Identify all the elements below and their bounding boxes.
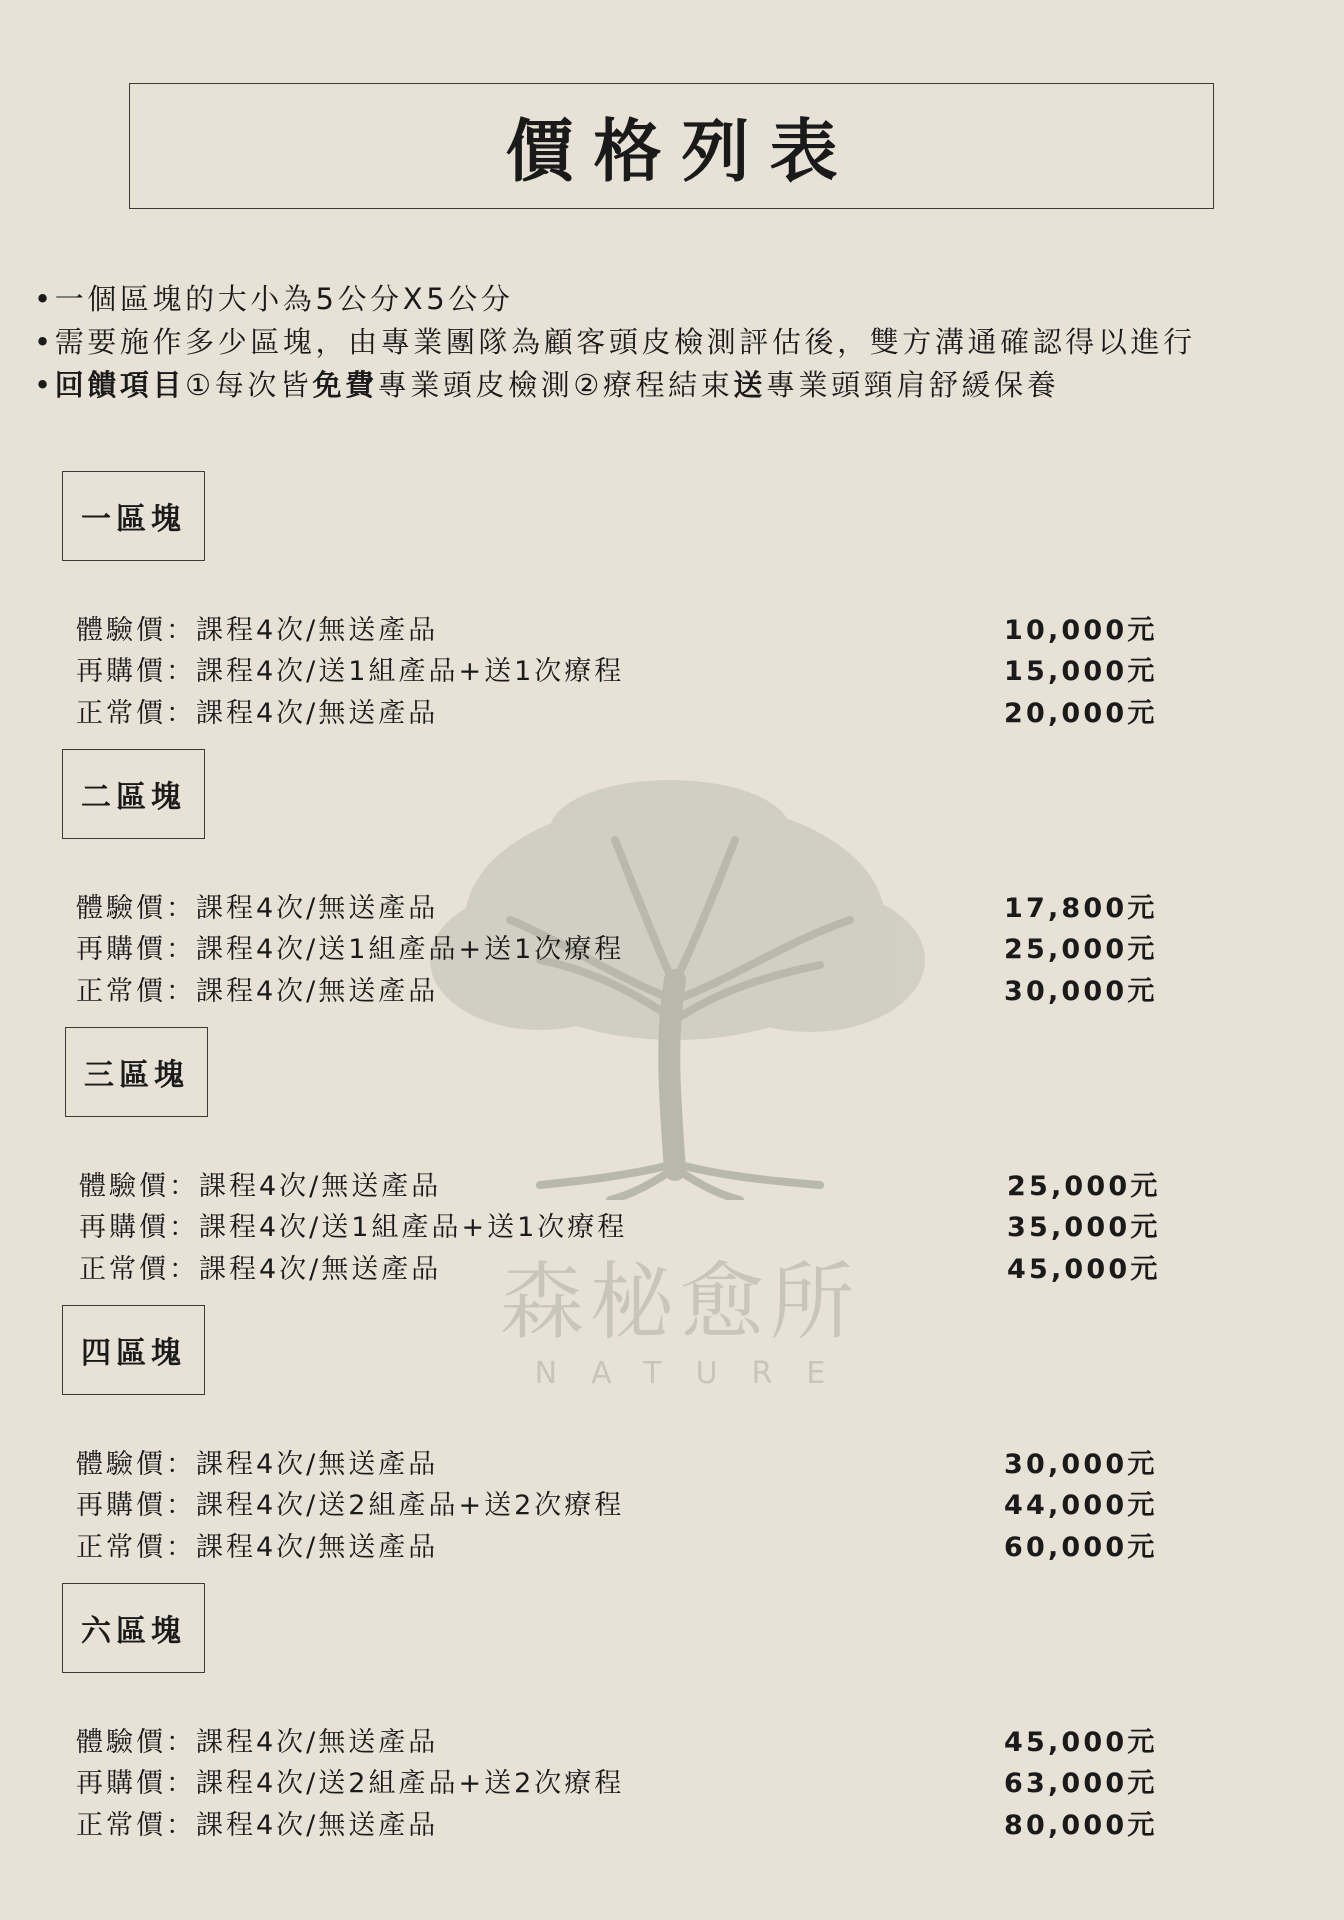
section-label: 一區塊 [62,471,205,561]
note-text: •需要施作多少區塊，由專業團隊為顧客頭皮檢測評估後，雙方溝通確認得以進行 [34,325,1196,359]
row-price: 80,000元 [1004,1810,1158,1841]
note-text: 專業頭頸肩舒緩保養 [765,368,1060,402]
note-bold: 回饋項目 [54,368,186,402]
row-price: 25,000元 [1004,934,1158,965]
row-desc: 再購價：課程4次/送1組產品+送1次療程 [79,1212,628,1243]
section-2 [62,749,1162,1019]
row-price: 30,000元 [1004,976,1158,1007]
price-row [79,1205,1169,1245]
row-price: 60,000元 [1004,1532,1158,1563]
section-4 [62,1305,1162,1575]
row-desc: 體驗價：課程4次/無送產品 [76,615,439,646]
price-row [76,969,1166,1009]
section-5 [62,1583,1162,1853]
row-desc: 再購價：課程4次/送1組產品+送1次療程 [76,656,625,687]
watermark-brand: 森柲愈所 [499,1253,860,1351]
row-desc: 體驗價：課程4次/無送產品 [76,893,439,924]
note-bold: 免費 [312,368,378,402]
row-desc: 再購價：課程4次/送2組產品+送2次療程 [76,1768,625,1799]
section-3 [65,1027,1165,1297]
section-label: 二區塊 [62,749,205,839]
row-price: 15,000元 [1004,656,1158,687]
row-desc: 正常價：課程4次/無送產品 [76,1532,439,1563]
row-desc: 再購價：課程4次/送1組產品+送1次療程 [76,934,625,965]
price-row [76,1525,1166,1565]
price-row [76,608,1166,648]
price-row [76,649,1166,689]
row-desc: 體驗價：課程4次/無送產品 [76,1449,439,1480]
row-price: 10,000元 [1004,615,1158,646]
section-label: 三區塊 [65,1027,208,1117]
price-row [76,886,1166,926]
row-desc: 正常價：課程4次/無送產品 [76,698,439,729]
notes-list [34,278,1196,407]
note-item [34,278,1196,321]
row-price: 44,000元 [1004,1490,1158,1521]
row-desc: 正常價：課程4次/無送產品 [79,1254,442,1285]
watermark-sub: NATURE [534,1356,860,1391]
price-row [76,1803,1166,1843]
row-price: 45,000元 [1004,1727,1158,1758]
row-price: 63,000元 [1004,1768,1158,1799]
note-text: ①每次皆 [185,368,313,402]
row-desc: 再購價：課程4次/送2組產品+送2次療程 [76,1490,625,1521]
row-price: 25,000元 [1007,1171,1161,1202]
title-box [129,83,1214,209]
row-desc: 體驗價：課程4次/無送產品 [79,1171,442,1202]
row-price: 30,000元 [1004,1449,1158,1480]
note-bullet: • [34,368,55,402]
row-price: 20,000元 [1004,698,1158,729]
section-1 [62,471,1162,741]
row-price: 45,000元 [1007,1254,1161,1285]
price-row [76,1442,1166,1482]
note-text: 專業頭皮檢測②療程結束 [377,368,734,402]
price-row [79,1164,1169,1204]
row-price: 17,800元 [1004,893,1158,924]
price-row [76,1720,1166,1760]
note-item [34,321,1196,364]
price-row [79,1247,1169,1287]
page-title: 價格列表 [505,112,858,192]
price-row [76,927,1166,967]
section-label: 六區塊 [62,1583,205,1673]
row-desc: 正常價：課程4次/無送產品 [76,976,439,1007]
row-price: 35,000元 [1007,1212,1161,1243]
row-desc: 體驗價：課程4次/無送產品 [76,1727,439,1758]
price-row [76,691,1166,731]
note-text: •一個區塊的大小為5公分X5公分 [34,282,514,316]
row-desc: 正常價：課程4次/無送產品 [76,1810,439,1841]
note-item [34,364,1196,407]
price-row [76,1761,1166,1801]
price-row [76,1483,1166,1523]
section-label: 四區塊 [62,1305,205,1395]
note-bold: 送 [733,368,766,402]
